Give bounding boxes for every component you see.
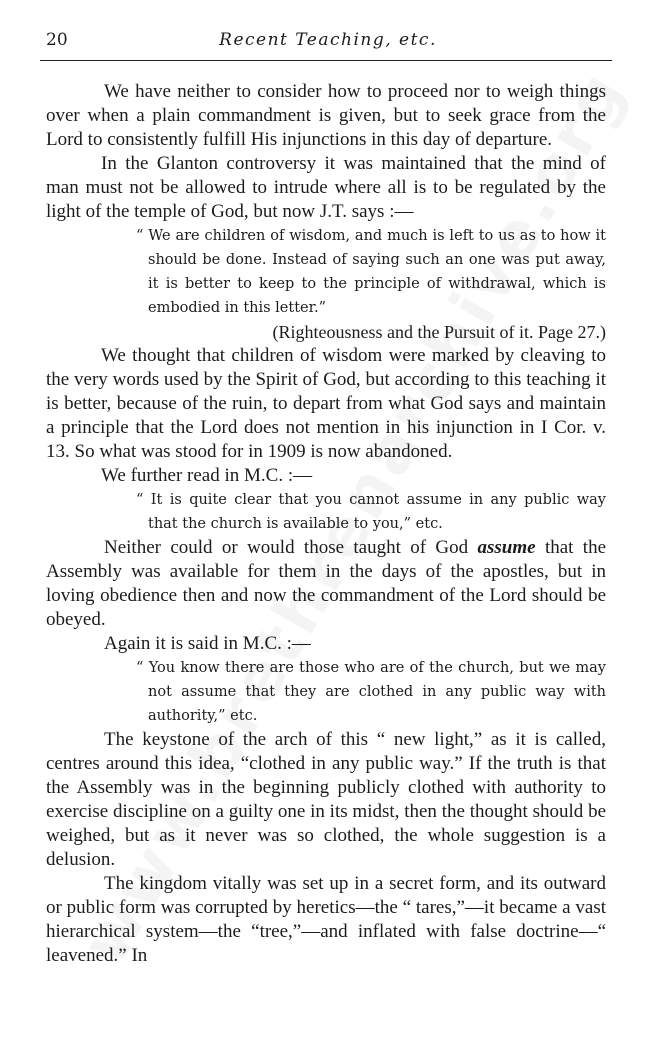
paragraph-7: The keystone of the arch of this “ new light,” as it is called, centres around this idea, “clothed in any public way.” If the truth is that the Assembly was in the beginning publicly clothed with authority to exercise discipline on a guilty one in its midst, then the thought should be weighed, but as it never was so clothed, the whole suggestion is a delusion. [46,729,606,870]
page-header [46,30,610,56]
paragraph-5-start: Neither could or would those taught of God [104,537,478,558]
header-rule [40,60,612,61]
paragraph-5-end: that the Assembly was available for them in the days of the apostles, but in loving obedience then and now the commandment of the Lord should be obeyed. [46,537,607,630]
running-title: Recent Teaching, etc. [219,30,437,50]
paragraph-2: In the Glanton controversy it was maintained that the mind of man must not be allowed to intrude where all is to be regulated by the light of the temple of God, but now J.T. says :— [46,153,606,222]
paragraph-6: Again it is said in M.C. :— [104,633,311,654]
paragraph-3: We thought that children of wisdom were marked by cleaving to the very words used by the Spirit of God, but according to this teaching it is better, because of the ruin, to depart from what God says and maintain a principle that the Lord does not mention in his injunction in I Cor. v. 13. So what was stood for in 1909 is now abandoned. [46,345,606,462]
quote-3 [136,656,606,728]
quote-1-text: “ We are children of wisdom, and much is left to us as to how it should be done. Instead of saying such an one was put away, it is better to keep to the principle of withdrawal, which is embodied in this letter.” [136,228,606,316]
page-body [46,80,606,968]
citation-text: (Righteousness and the Pursuit of it. Page 27.) [272,322,606,342]
quote-3-text: “ You know there are those who are of the church, but we may not assume that they are clothed in any public way with authority,” etc. [136,660,606,724]
quote-1-citation [46,320,606,344]
quote-2 [136,488,606,536]
paragraph-5 [46,536,606,632]
emphasis-assume: assume [477,537,536,558]
paragraph-8: The kingdom vitally was set up in a secret form, and its outward or public form was corrupted by heretics—the “ tares,”—it became a vast hierarchical system—the “tree,”—and inflated with false doctrine—“ leavened.” In [46,873,606,966]
quote-2-text: “ It is quite clear that you cannot assume in any public way that the church is available to you,” etc. [136,492,606,532]
page-number: 20 [46,30,68,50]
paragraph-1: We have neither to consider how to proceed nor to weigh things over when a plain commandment is given, but to seek grace from the Lord to consistently fulfill His injunctions in this day of departure. [46,81,606,150]
paragraph-4: We further read in M.C. :— [101,465,313,486]
quote-1 [136,224,606,320]
